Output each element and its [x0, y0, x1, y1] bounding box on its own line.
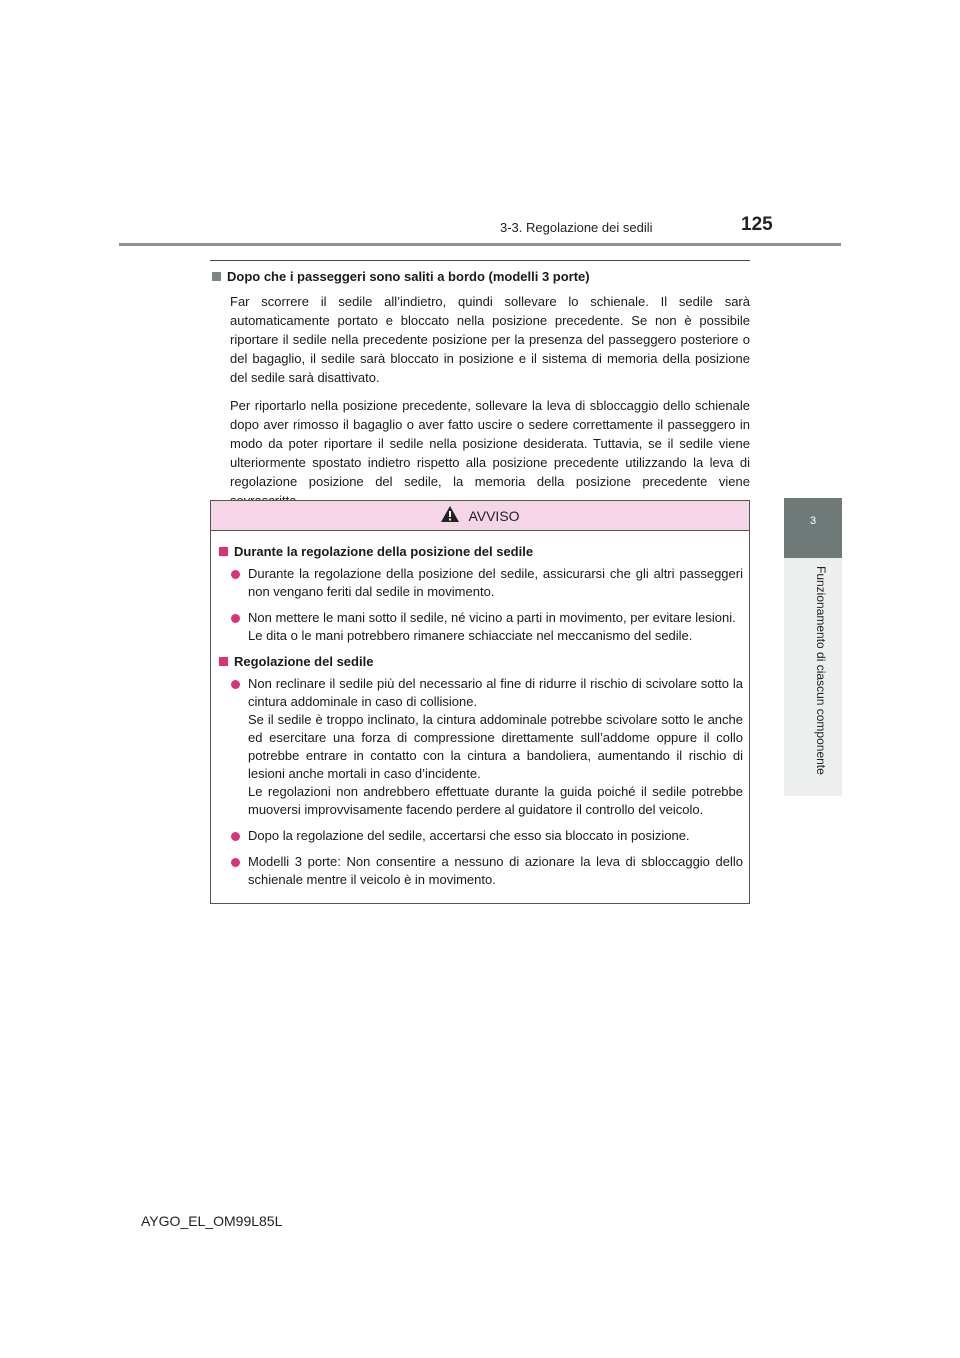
warning-box [210, 500, 750, 904]
warning-bullet: Modelli 3 porte: Non consentire a nessuno di azionare la leva di sbloccaggio dello schienale mentre il veicolo è in movimento. [231, 853, 743, 889]
section-title: 3-3. Regolazione dei sedili [500, 220, 653, 235]
chapter-label: Funzionamento di ciascun componente [814, 566, 828, 775]
round-bullet-icon [231, 858, 240, 867]
intro-heading [210, 268, 750, 286]
warning-section-title: Durante la regolazione della posizione del sedile [217, 543, 743, 561]
square-bullet-icon [219, 547, 228, 556]
intro-section [210, 268, 750, 510]
round-bullet-icon [231, 570, 240, 579]
warning-bullet: Non reclinare il sedile più del necessario al fine di ridurre il rischio di scivolare sotto la cintura addominale in caso di collisione. Se il sedile è troppo inclinato, la cintura addominale potrebbe scivolare sotto le anche ed esercitare una forza di compressione direttamente sull’addome oppure il collo potrebbe entrare in contatto con la cintura a bandoliera, aumentando il rischio di lesioni anche mortali in caso d’incidente. Le regolazioni non andrebbero effettuate durante la guida poiché il sedile potrebbe muoversi improvvisamente facendo perdere al guidatore il controllo del veicolo. [231, 675, 743, 819]
warning-bullet: Dopo la regolazione del sedile, accertarsi che esso sia bloccato in posizione. [231, 827, 743, 845]
round-bullet-icon [231, 614, 240, 623]
warning-header [211, 501, 749, 531]
chapter-tab[interactable]: 3 [784, 498, 842, 558]
square-bullet-icon [219, 657, 228, 666]
document-code: AYGO_EL_OM99L85L [141, 1213, 283, 1229]
square-bullet-icon [212, 272, 221, 281]
intro-paragraph-1: Far scorrere il sedile all’indietro, quindi sollevare lo schienale. Il sedile sarà automaticamente portato e bloccato nella posizione precedente. Se non è possibile riportare il sedile nella precedente posizione per la presenza del passeggero posteriore o del bagaglio, il sedile sarà bloccato in posizione e il sistema di memoria della posizione del sedile sarà disattivato. [230, 294, 750, 385]
header-divider [119, 243, 841, 246]
warning-bullet: Durante la regolazione della posizione del sedile, assicurarsi che gli altri passeggeri non vengano feriti dal sedile in movimento. [231, 565, 743, 601]
chapter-side-bar [784, 558, 842, 796]
round-bullet-icon [231, 680, 240, 689]
warning-section-title: Regolazione del sedile [217, 653, 743, 671]
warning-body [211, 531, 749, 889]
intro-paragraph-2: Per riportarlo nella posizione precedente, sollevare la leva di sbloccaggio dello schienale dopo aver rimosso il bagaglio o aver fatto uscire o sedere correttamente il passeggero in modo da poter riportare il sedile nella posizione desiderata. Tuttavia, se il sedile viene ulteriormente spostato indietro rispetto alla posizione precedente utilizzando la leva di regolazione posizione del sedile, la memoria della posizione precedente viene [230, 398, 750, 489]
content-divider [210, 260, 750, 261]
intro-title: Dopo che i passeggeri sono saliti a bordo (modelli 3 porte) [227, 269, 590, 284]
page-number: 125 [741, 214, 773, 235]
warning-triangle-icon [440, 505, 460, 526]
warning-bullet: Non mettere le mani sotto il sedile, né vicino a parti in movimento, per evitare lesioni. Le dita o le mani potrebbero rimanere schiacciate nel meccanismo del sedile. [231, 609, 743, 645]
warning-heading: AVVISO [468, 507, 520, 524]
round-bullet-icon [231, 832, 240, 841]
